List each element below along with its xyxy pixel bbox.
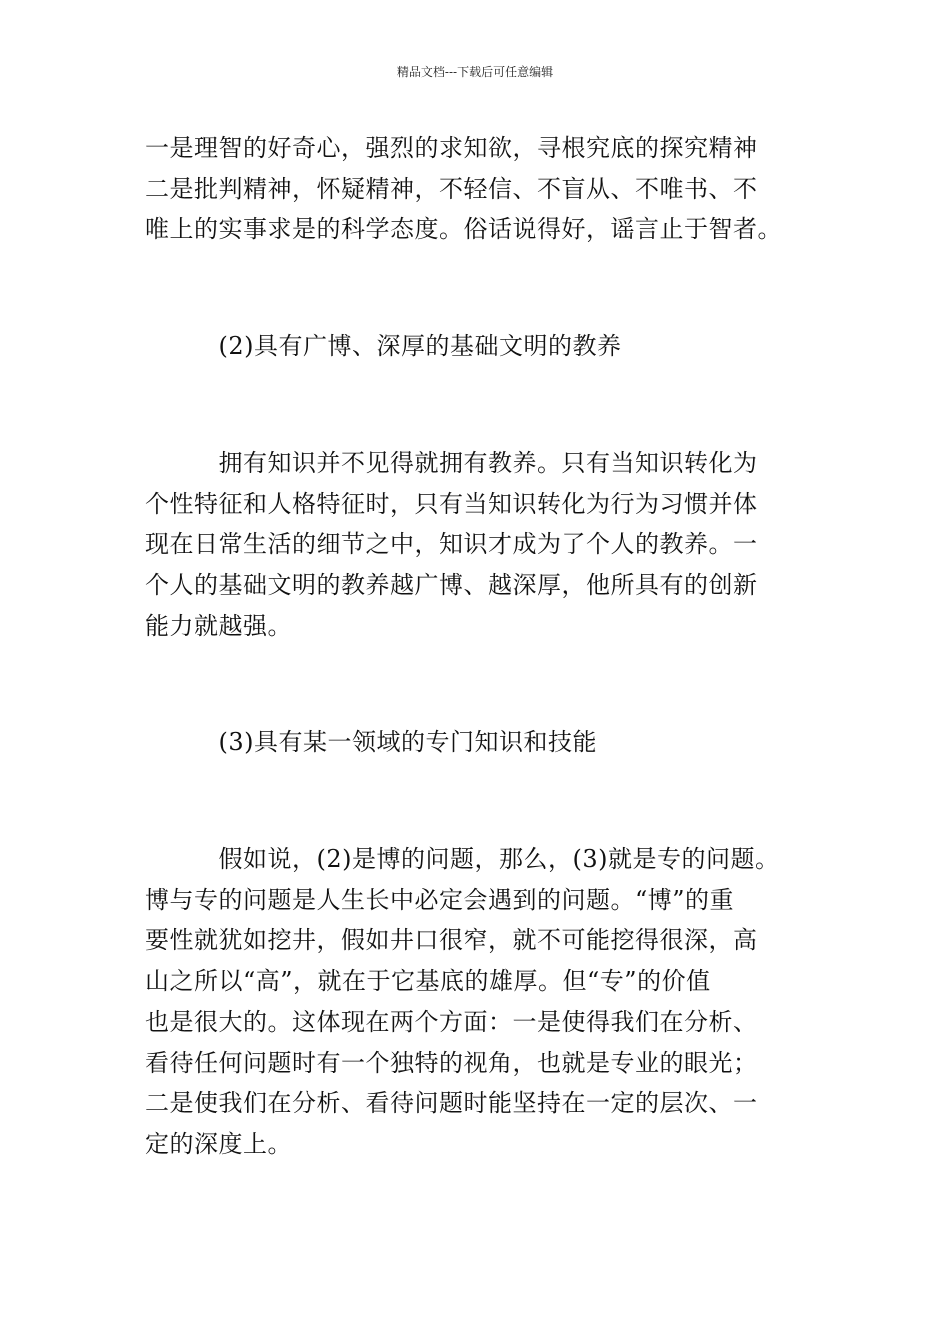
text-line: 唯上的实事求是的科学态度。俗话说得好，谣言止于智者。 xyxy=(145,215,782,244)
text-line: 个性特征和人格特征时，只有当知识转化为行为习惯并体 xyxy=(145,489,758,518)
text-line: 现在日常生活的细节之中，知识才成为了个人的教养。一 xyxy=(145,530,758,559)
text-line: 拥有知识并不见得就拥有教养。只有当知识转化为 xyxy=(145,448,758,477)
paragraph-spacer xyxy=(145,763,835,839)
paragraph-breadth-depth xyxy=(145,839,835,1165)
text-line: 山之所以“高”，就在于它基底的雄厚。但“专”的价值 xyxy=(145,967,711,996)
heading-line: (2)具有广博、深厚的基础文明的教养 xyxy=(145,332,622,361)
paragraph-spacer xyxy=(145,250,835,326)
paragraph-knowledge-cultivation xyxy=(145,443,835,647)
text-line: 定的深度上。 xyxy=(145,1129,292,1158)
text-line: 也是很大的。这体现在两个方面：一是使得我们在分析、 xyxy=(145,1007,758,1036)
text-line: 个人的基础文明的教养越广博、越深厚，他所具有的创新 xyxy=(145,570,758,599)
page-header: 精品文档---下载后可任意编辑 xyxy=(396,65,554,79)
text-line: 看待任何问题时有一个独特的视角，也就是专业的眼光； xyxy=(145,1048,758,1077)
section-heading-3 xyxy=(145,722,835,763)
text-line: 二是批判精神，怀疑精神，不轻信、不盲从、不唯书、不 xyxy=(145,174,758,203)
heading-line: (3)具有某一领域的专门知识和技能 xyxy=(145,728,597,757)
paragraph-spacer xyxy=(145,646,835,722)
text-line: 博与专的问题是人生长中必定会遇到的问题。“博”的重 xyxy=(145,885,735,914)
section-heading-2 xyxy=(145,326,835,367)
text-line: 一是理智的好奇心，强烈的求知欲，寻根究底的探究精神 xyxy=(145,134,758,162)
document-body xyxy=(145,128,835,1165)
text-line: 假如说，(2)是博的问题，那么，(3)就是专的问题。 xyxy=(145,845,780,874)
paragraph-spacer xyxy=(145,367,835,443)
paragraph-curiosity-critique xyxy=(145,128,835,250)
text-line: 能力就越强。 xyxy=(145,611,292,640)
text-line: 二是使我们在分析、看待问题时能坚持在一定的层次、一 xyxy=(145,1089,758,1118)
text-line: 要性就犹如挖井，假如井口很窄，就不可能挖得很深，高 xyxy=(145,926,758,955)
